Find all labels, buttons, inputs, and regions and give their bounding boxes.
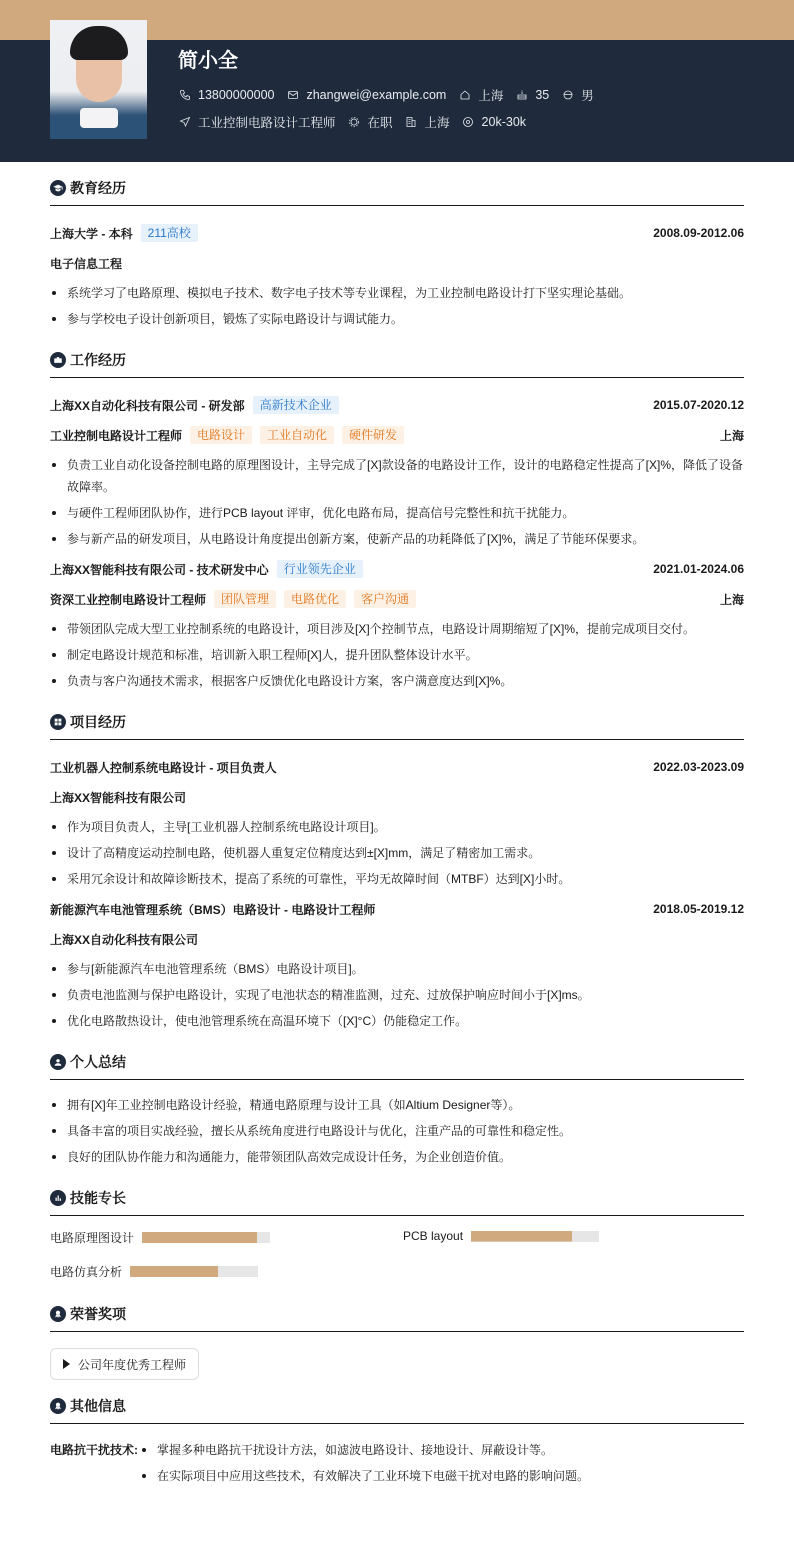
section-summary: 个人总结 (50, 1036, 744, 1080)
project-name: 新能源汽车电池管理系统（BMS）电路设计 - 电路设计工程师 (50, 902, 376, 917)
company-tag: 高新技术企业 (253, 396, 339, 414)
building-icon (405, 116, 418, 129)
skill-bar-fill (142, 1232, 257, 1243)
skill-item (403, 1229, 599, 1243)
salary-icon (462, 116, 475, 129)
education-bullets (50, 282, 744, 330)
company-tag: 行业领先企业 (277, 560, 363, 578)
skill-item (50, 1263, 258, 1280)
contact-info-row (178, 86, 606, 104)
project-bullets (50, 958, 744, 1032)
role-tag: 硬件研发 (342, 426, 404, 444)
section-projects: 项目经历 (50, 696, 744, 740)
section-awards: 荣誉奖项 (50, 1288, 744, 1332)
user-icon (50, 1054, 66, 1070)
job-target: 工业控制电路设计工程师 (178, 113, 336, 131)
home-icon (458, 89, 471, 102)
work-location: 上海 (719, 592, 744, 607)
role-tag: 客户沟通 (354, 590, 416, 608)
summary-bullets (50, 1094, 744, 1168)
phone-icon (178, 89, 191, 102)
role-tag: 电路优化 (284, 590, 346, 608)
list-item: 作为项目负责人，主导[工业机器人控制系统电路设计项目]。 (50, 816, 744, 838)
work-bullets (50, 454, 744, 550)
candidate-name: 简小全 (178, 50, 238, 72)
bar-chart-icon (50, 1190, 66, 1206)
list-item: 制定电路设计规范和标准，培训新入职工程师[X]人，提升团队整体设计水平。 (50, 644, 744, 666)
mail-icon (286, 89, 299, 102)
skill-name: 电路原理图设计 (50, 1231, 135, 1245)
section-education: 教育经历 (50, 162, 744, 206)
skill-bar-fill (130, 1266, 218, 1277)
skill-name: PCB layout (403, 1229, 464, 1243)
school-name: 上海大学 - 本科 (50, 226, 133, 241)
triangle-right-icon (63, 1359, 70, 1369)
skill-bar (130, 1266, 258, 1277)
skill-bar (471, 1231, 599, 1242)
list-item: 系统学习了电路原理、模拟电子技术、数字电子技术等专业课程，为工业控制电路设计打下坚实理论基础。 (50, 282, 744, 304)
list-item: 带领团队完成大型工业控制系统的电路设计，项目涉及[X]个控制节点，电路设计周期缩短了[X]%，提前完成项目交付。 (50, 618, 744, 640)
role-tag: 电路设计 (190, 426, 252, 444)
job-status: 在职 (348, 113, 393, 131)
gender-icon (561, 89, 574, 102)
list-item: 优化电路散热设计，使电池管理系统在高温环境下（[X]°C）仍能稳定工作。 (50, 1010, 744, 1032)
skill-name: 电路仿真分析 (50, 1265, 123, 1279)
list-item: 参与学校电子设计创新项目，锻炼了实际电路设计与调试能力。 (50, 308, 744, 330)
section-work: 工作经历 (50, 334, 744, 378)
section-skills: 技能专长 (50, 1172, 744, 1216)
other-bullets (140, 1439, 589, 1491)
skill-bar (142, 1232, 270, 1243)
skill-item (50, 1229, 270, 1246)
list-item: 采用冗余设计和故障诊断技术，提高了系统的可靠性，平均无故障时间（MTBF）达到[X]小时。 (50, 868, 744, 890)
role-title: 工业控制电路设计工程师 (50, 428, 183, 443)
list-item: 良好的团队协作能力和沟通能力，能带领团队高效完成设计任务，为企业创造价值。 (50, 1146, 744, 1168)
graduation-cap-icon (50, 180, 66, 196)
contact-phone: 13800000000 (178, 88, 274, 102)
work-entry-header (50, 554, 744, 584)
role-tag: 工业自动化 (260, 426, 334, 444)
resume-content (50, 162, 744, 1491)
skill-bar-fill (471, 1231, 572, 1242)
list-item: 负责工业自动化设备控制电路的原理图设计，主导完成了[X]款设备的电路设计工作，设计的电路稳定性提高了[X]%，降低了设备故障率。 (50, 454, 744, 498)
list-item: 与硬件工程师团队协作，进行PCB layout 评审，优化电路布局，提高信号完整性和抗干扰能力。 (50, 502, 744, 524)
other-label: 电路抗干扰技术: (50, 1443, 138, 1457)
project-entry-header (50, 752, 744, 782)
status-icon (348, 116, 361, 129)
award-icon (50, 1306, 66, 1322)
project-date: 2022.03-2023.09 (653, 760, 744, 774)
section-other: 其他信息 (50, 1380, 744, 1424)
project-name: 工业机器人控制系统电路设计 - 项目负责人 (50, 760, 277, 775)
project-bullets (50, 816, 744, 890)
briefcase-icon (50, 352, 66, 368)
list-item: 在实际项目中应用这些技术，有效解决了工业环境下电磁干扰对电路的影响问题。 (140, 1465, 589, 1487)
company-name: 上海XX自动化科技有限公司 - 研发部 (50, 398, 245, 413)
work-role-row (50, 584, 744, 614)
role-tag: 团队管理 (214, 590, 276, 608)
education-date: 2008.09-2012.06 (653, 226, 744, 240)
grid-icon (50, 714, 66, 730)
project-company: 上海XX自动化科技有限公司 (50, 932, 199, 947)
list-item: 设计了高精度运动控制电路，使机器人重复定位精度达到±[X]mm，满足了精密加工需求。 (50, 842, 744, 864)
work-role-row (50, 420, 744, 450)
award-label: 公司年度优秀工程师 (78, 1357, 187, 1372)
cake-icon (515, 89, 528, 102)
contact-location: 上海 (458, 86, 503, 104)
other-info-row (50, 1439, 744, 1491)
award-icon (50, 1398, 66, 1414)
list-item: 负责电池监测与保护电路设计，实现了电池状态的精准监测，过充、过放保护响应时间小于[X]ms。 (50, 984, 744, 1006)
list-item: 具备丰富的项目实战经验，擅长从系统角度进行电路设计与优化，注重产品的可靠性和稳定性。 (50, 1120, 744, 1142)
project-company-row (50, 782, 744, 812)
contact-gender: 男 (561, 86, 594, 104)
work-location: 上海 (719, 428, 744, 443)
job-info-row (178, 113, 538, 131)
project-entry-header (50, 894, 744, 924)
work-bullets (50, 618, 744, 692)
work-date: 2015.07-2020.12 (653, 398, 744, 412)
avatar-collar (80, 108, 118, 128)
education-major-row (50, 248, 744, 278)
project-company-row (50, 924, 744, 954)
skills-list (50, 1216, 744, 1288)
list-item: 参与新产品的研发项目，从电路设计角度提出创新方案，使新产品的功耗降低了[X]%，满足了节能环保要求。 (50, 528, 744, 550)
project-company: 上海XX智能科技有限公司 (50, 790, 187, 805)
job-salary: 20k-30k (462, 115, 526, 129)
list-item: 负责与客户沟通技术需求，根据客户反馈优化电路设计方案，客户满意度达到[X]%。 (50, 670, 744, 692)
list-item: 掌握多种电路抗干扰设计方法，如滤波电路设计、接地设计、屏蔽设计等。 (140, 1439, 589, 1461)
school-tag: 211高校 (141, 224, 198, 242)
work-date: 2021.01-2024.06 (653, 562, 744, 576)
contact-age: 35 (515, 88, 549, 102)
award-item[interactable] (50, 1348, 199, 1380)
role-title: 资深工业控制电路设计工程师 (50, 592, 207, 607)
company-name: 上海XX智能科技有限公司 - 技术研发中心 (50, 562, 269, 577)
list-item: 参与[新能源汽车电池管理系统（BMS）电路设计项目]。 (50, 958, 744, 980)
send-icon (178, 116, 191, 129)
project-date: 2018.05-2019.12 (653, 902, 744, 916)
avatar-hair (70, 26, 128, 60)
job-city: 上海 (405, 113, 450, 131)
work-entry-header (50, 390, 744, 420)
contact-email: zhangwei@example.com (286, 88, 446, 102)
major: 电子信息工程 (50, 256, 123, 271)
list-item: 拥有[X]年工业控制电路设计经验，精通电路原理与设计工具（如Altium Designer等）。 (50, 1094, 744, 1116)
avatar (50, 20, 147, 139)
education-entry-header (50, 218, 744, 248)
